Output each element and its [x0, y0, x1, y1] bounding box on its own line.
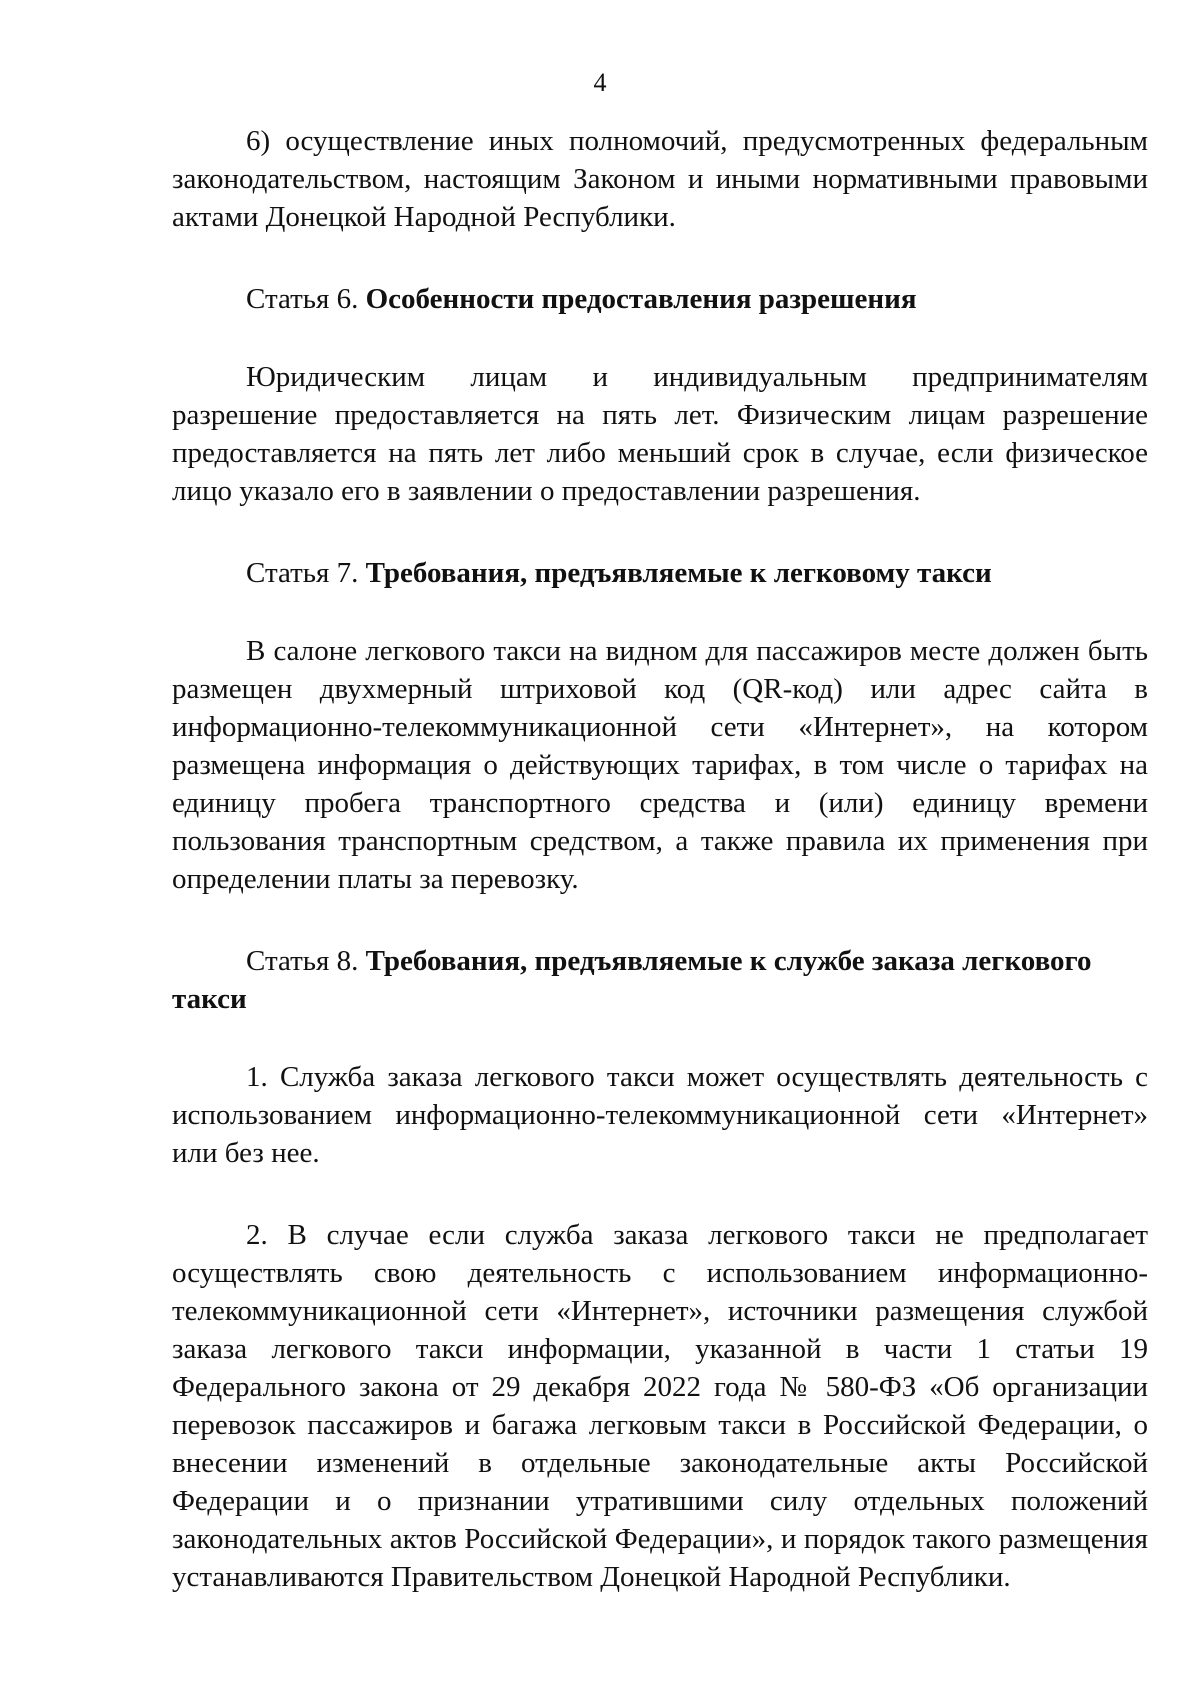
- spacer: [172, 1172, 1148, 1216]
- spacer: [172, 898, 1148, 942]
- spacer: [172, 592, 1148, 632]
- spacer: [172, 236, 1148, 280]
- article-7-label: Статья 7.: [246, 557, 366, 589]
- article-8-part-1: 1. Служба заказа легкового такси может осуществлять деятельность с использованием информационно-телекоммуникационной сети «Интернет» или без нее.: [172, 1061, 1148, 1169]
- article-6-title: Особенности предоставления разрешения: [365, 283, 917, 315]
- spacer: [172, 1018, 1148, 1058]
- document-body: [172, 122, 1148, 1596]
- article-8-title: Требования, предъявляемые к службе заказа легкового такси: [172, 945, 1092, 1015]
- paragraph-item-6: 6) осуществление иных полномочий, предусмотренных федеральным законодательством, настоящим Законом и иными нормативными правовыми актами Донецкой Народной Республики.: [172, 125, 1148, 233]
- article-7-heading: [172, 554, 1148, 592]
- article-7-text: В салоне легкового такси на видном для пассажиров месте должен быть размещен двухмерный штриховой код (QR-код) или адрес сайта в информационно-телекоммуникационной сети «Интернет», на котором размещена информация о действующих тарифах, в том числе о тарифах на единицу пробега транспортного средства и (или) единицу времени пользования транспортным средством, а также правила их применения при определении платы за перевозку.: [172, 635, 1148, 895]
- article-6-heading: [172, 280, 1148, 318]
- article-8-heading: [172, 942, 1148, 1018]
- article-6-text: Юридическим лицам и индивидуальным предпринимателям разрешение предоставляется на пять лет. Физическим лицам разрешение предоставляется на пять лет либо меньший срок в случае, если физическое лицо указало его в заявлении о предоставлении разрешения.: [172, 361, 1148, 507]
- article-6-label: Статья 6.: [246, 283, 366, 315]
- page-number: 4: [593, 68, 607, 97]
- spacer: [172, 318, 1148, 358]
- article-8-part-2: 2. В случае если служба заказа легкового такси не предполагает осуществлять свою деятельность с использованием информационно-телекоммуникационной сети «Интернет», источники размещения службой заказа легкового такси информации, указанной в части 1 статьи 19 Федерального закона от 29 декабря 2022 года № 580-ФЗ «Об организации перевозок пассажиров и багажа легковым такси в Российской Федерации, о внесении изменений в отдельные законодательные акты Российской Федерации и о признании утратившими силу отдельных положений законодательных актов Российской Федерации», и порядок такого размещения устанавливаются Правительством Донецкой Народной Республики.: [172, 1219, 1148, 1593]
- article-8-label: Статья 8.: [246, 945, 366, 977]
- spacer: [172, 510, 1148, 554]
- article-7-title: Требования, предъявляемые к легковому такси: [365, 557, 992, 589]
